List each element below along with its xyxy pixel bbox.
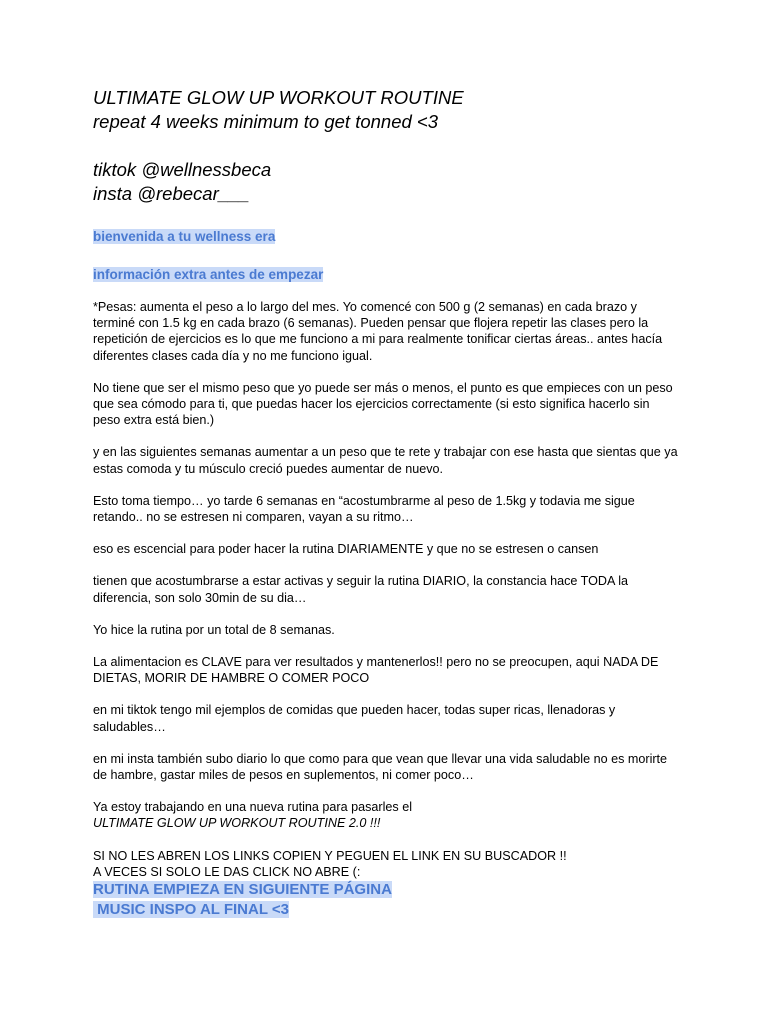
tiktok-handle: tiktok @wellnessbeca <box>93 159 272 180</box>
paragraph-links-2: A VECES SI SOLO LE DAS CLICK NO ABRE (: <box>93 864 361 879</box>
paragraph-nutrition: La alimentacion es CLAVE para ver resultados y mantenerlos!! pero no se preocupen, aqui NADA DE DIETAS, MORIR DE HAMBRE O COMER POCO <box>93 655 659 686</box>
paragraph-weight-choice: No tiene que ser el mismo peso que yo puede ser más o menos, el punto es que empieces con un peso que sea cómodo para ti, que puedas hacer los ejercicios correctamente (si esto significa hacerlo sin peso extra está bien.) <box>93 380 673 428</box>
heading-music-inspo <box>93 900 680 920</box>
document-title: ULTIMATE GLOW UP WORKOUT ROUTINE <box>93 87 464 108</box>
paragraph-new-routine: Ya estoy trabajando en una nueva rutina para pasarles el <box>93 800 413 815</box>
document-subtitle: repeat 4 weeks minimum to get tonned <3 <box>93 111 439 132</box>
paragraph-weights: *Pesas: aumenta el peso a lo largo del mes. Yo comencé con 500 g (2 semanas) en cada brazo y terminé con 1.5 kg en cada brazo (6 semanas). Pueden pensar que flojera repetir las clases pero la repetición de ejercicios es lo que me funciono a mi para realmente tonificar ciertas áreas.. antes hacía diferentes clases cada día y no me funciono igual. <box>93 300 663 363</box>
paragraph-time: Esto toma tiempo… yo tarde 6 semanas en “acostumbrarme al peso de 1.5kg y todavia me sigue retando.. no se estresen ni comparen, vayan a su ritmo… <box>93 493 635 525</box>
heading-welcome-text: bienvenida a tu wellness era <box>93 229 276 244</box>
paragraph-duration: Yo hice la rutina por un total de 8 semanas. <box>93 622 335 637</box>
paragraph-tiktok-meals: en mi tiktok tengo mil ejemplos de comidas que pueden hacer, todas super ricas, llenadoras y saludables… <box>93 703 616 734</box>
paragraph-new-routine-title: ULTIMATE GLOW UP WORKOUT ROUTINE 2.0 !!! <box>93 816 381 831</box>
paragraph-increase: y en las siguientes semanas aumentar a un peso que te rete y trabajar con ese hasta que sientas que ya estas comoda y tu músculo creció puedes aumentar de nuevo. <box>93 445 678 476</box>
paragraph-consistency: tienen que acostumbrarse a estar activas y seguir la rutina DIARIO, la constancia hace TODA la diferencia, son solo 30min de su dia… <box>93 574 629 605</box>
insta-handle: insta @rebecar___ <box>93 183 250 204</box>
paragraph-links-1: SI NO LES ABREN LOS LINKS COPIEN Y PEGUEN EL LINK EN SU BUSCADOR !! <box>93 848 567 863</box>
heading-welcome <box>93 228 680 245</box>
heading-info-text: información extra antes de empezar <box>93 267 324 282</box>
heading-music-inspo-text: MUSIC INSPO AL FINAL <3 <box>93 901 290 919</box>
paragraph-insta-meals: en mi insta también subo diario lo que como para que vean que llevar una vida saludable no es morirte de hambre, gastar miles de pesos en suplementos, ni comer poco… <box>93 751 668 783</box>
heading-routine-next-page-text: RUTINA EMPIEZA EN SIGUIENTE PÁGINA <box>93 881 392 899</box>
heading-info <box>93 266 680 283</box>
paragraph-essential: eso es escencial para poder hacer la rutina DIARIAMENTE y que no se estresen o cansen <box>93 542 599 557</box>
heading-routine-next-page <box>93 880 680 900</box>
